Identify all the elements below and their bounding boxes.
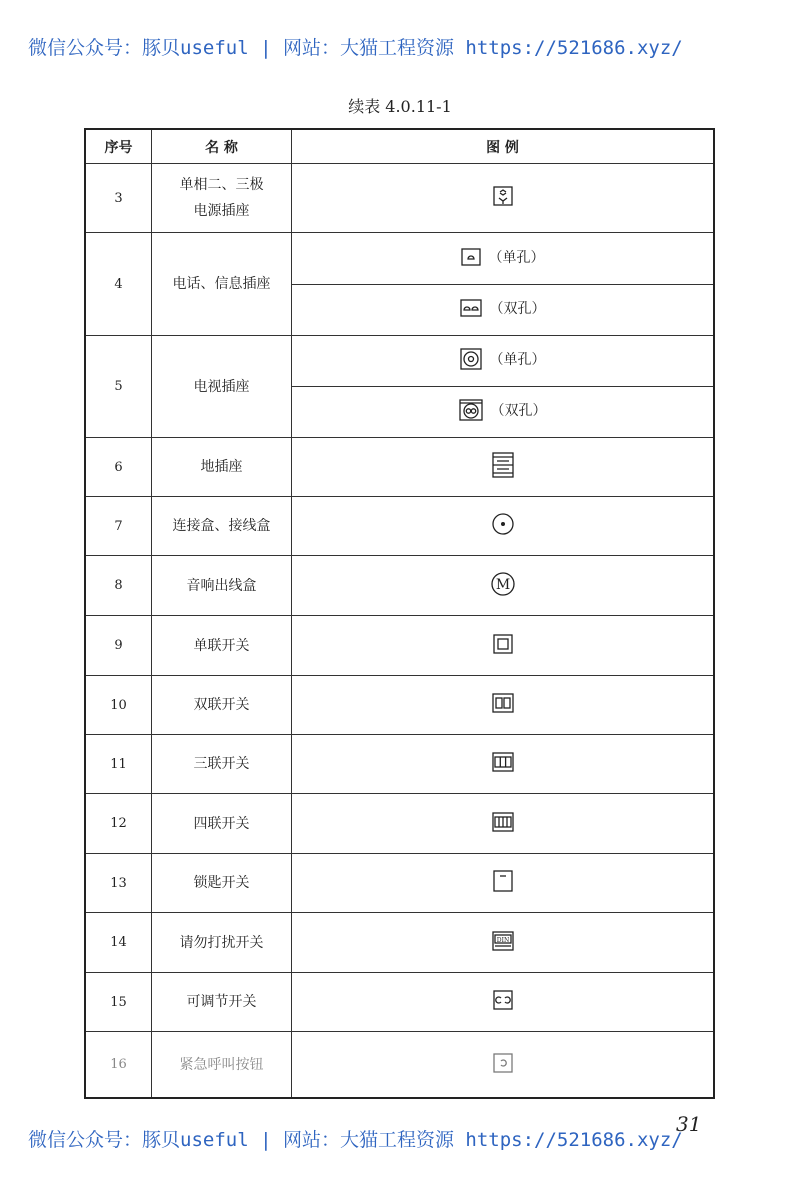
table-row — [85, 556, 714, 616]
row-name: 紧急呼叫按钮 — [152, 1032, 292, 1099]
row-name: 双联开关 — [152, 676, 292, 735]
row-name: 四联开关 — [152, 794, 292, 854]
symbol-table — [84, 128, 715, 1099]
junction-box-icon — [491, 512, 515, 536]
legend-cell — [292, 336, 715, 387]
row-name: 电视插座 — [152, 336, 292, 438]
socket-2-3-pole-icon — [493, 186, 513, 206]
legend-cell — [292, 735, 715, 794]
row-number: 13 — [85, 854, 152, 913]
row-number: 10 — [85, 676, 152, 735]
table-row — [85, 616, 714, 676]
row-name: 三联开关 — [152, 735, 292, 794]
switch-2-icon — [492, 693, 514, 713]
header-name: 名 称 — [152, 129, 292, 164]
symbol-note: （双孔） — [489, 301, 546, 318]
svg-text:M: M — [495, 576, 510, 593]
row-number: 9 — [85, 616, 152, 676]
dnd-switch-icon — [492, 931, 514, 951]
legend-cell — [292, 616, 715, 676]
row-name: 连接盒、接线盒 — [152, 497, 292, 556]
tv-single-icon — [460, 348, 482, 370]
row-name: 地插座 — [152, 438, 292, 497]
floor-socket-icon — [492, 452, 514, 478]
tv-double-icon — [459, 399, 483, 421]
row-number: 3 — [85, 164, 152, 233]
row-name: 可调节开关 — [152, 973, 292, 1032]
table-row — [85, 735, 714, 794]
watermark-top: 微信公众号：豚贝useful | 网站：大猫工程资源 https://521686.xyz/ — [28, 37, 683, 59]
table-row — [85, 233, 714, 285]
switch-3-icon — [492, 752, 514, 772]
legend-cell — [292, 973, 715, 1032]
row-name: 单相二、三极 电源插座 — [152, 164, 292, 233]
symbol-note: （单孔） — [488, 249, 545, 266]
row-number: 14 — [85, 913, 152, 973]
emergency-call-icon — [493, 1053, 513, 1073]
symbol-note: （双孔） — [490, 403, 547, 419]
legend-cell — [292, 854, 715, 913]
svg-text:DIN: DIN — [496, 936, 509, 944]
table-row — [85, 497, 714, 556]
legend-cell — [292, 497, 715, 556]
header-legend: 图 例 — [292, 129, 715, 164]
table-row — [85, 164, 714, 233]
table-header — [85, 129, 714, 164]
table-row — [85, 1032, 714, 1099]
legend-cell — [292, 387, 715, 438]
legend-cell — [292, 438, 715, 497]
row-number: 8 — [85, 556, 152, 616]
row-number: 12 — [85, 794, 152, 854]
watermark-bottom: 微信公众号：豚贝useful | 网站：大猫工程资源 https://521686.xyz/ — [28, 1129, 683, 1151]
row-name: 请勿打扰开关 — [152, 913, 292, 973]
row-number: 5 — [85, 336, 152, 438]
table-row — [85, 794, 714, 854]
row-number: 4 — [85, 233, 152, 336]
row-number: 6 — [85, 438, 152, 497]
legend-cell — [292, 1032, 715, 1099]
legend-cell — [292, 794, 715, 854]
row-name: 电话、信息插座 — [152, 233, 292, 336]
phone-double-icon — [460, 299, 482, 317]
dimmer-switch-icon — [493, 990, 513, 1010]
legend-cell — [292, 233, 715, 285]
table-row — [85, 438, 714, 497]
row-number: 15 — [85, 973, 152, 1032]
row-number: 7 — [85, 497, 152, 556]
legend-cell — [292, 556, 715, 616]
row-number: 16 — [85, 1032, 152, 1099]
key-switch-icon — [493, 870, 513, 892]
header-no: 序号 — [85, 129, 152, 164]
table-row — [85, 336, 714, 387]
switch-4-icon — [492, 812, 514, 832]
speaker-outlet-icon — [490, 571, 516, 597]
row-name: 锁匙开关 — [152, 854, 292, 913]
row-name: 音响出线盒 — [152, 556, 292, 616]
page-number: 31 — [676, 1112, 702, 1136]
phone-single-icon — [461, 248, 481, 266]
table-row — [85, 854, 714, 913]
legend-cell — [292, 913, 715, 973]
legend-cell — [292, 284, 715, 336]
legend-cell — [292, 164, 715, 233]
table-row — [85, 913, 714, 973]
symbol-note: （单孔） — [489, 352, 546, 368]
row-name: 单联开关 — [152, 616, 292, 676]
legend-cell — [292, 676, 715, 735]
table-row — [85, 973, 714, 1032]
row-number: 11 — [85, 735, 152, 794]
table-row — [85, 676, 714, 735]
table-title: 续表 4.0.11-1 — [348, 97, 452, 116]
switch-1-icon — [493, 634, 513, 654]
